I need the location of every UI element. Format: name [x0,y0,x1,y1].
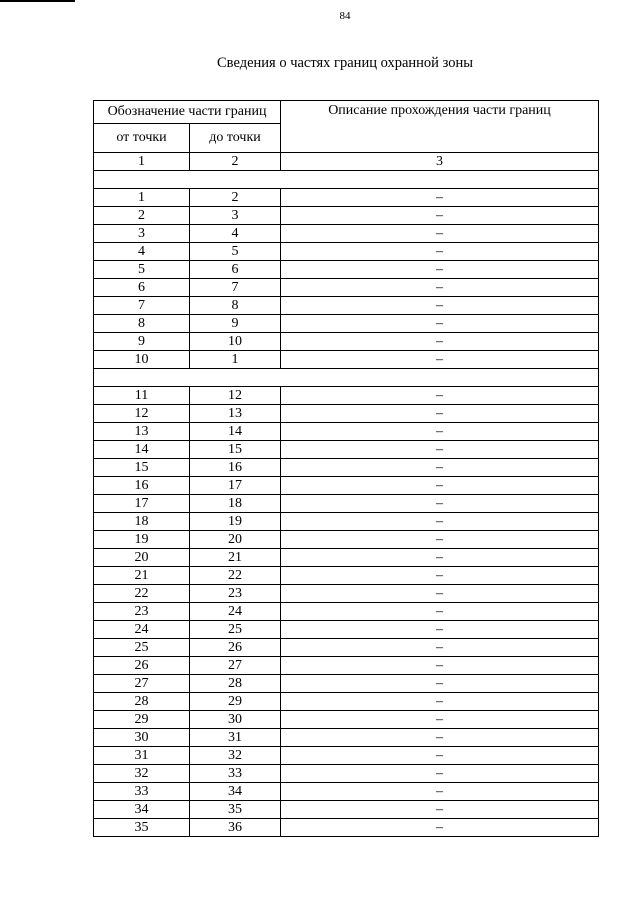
cell-from: 2 [94,207,190,225]
cell-from: 20 [94,549,190,567]
cell-from: 21 [94,567,190,585]
cell-desc: – [281,423,599,441]
cell-from: 33 [94,783,190,801]
table-row [94,459,599,477]
table-row [94,567,599,585]
cell-from: 15 [94,459,190,477]
cell-from: 5 [94,261,190,279]
header-from-point: от точки [94,124,190,153]
cell-to: 21 [190,549,281,567]
cell-from: 18 [94,513,190,531]
table-row [94,225,599,243]
table-row [94,513,599,531]
cell-desc: – [281,225,599,243]
table-row [94,189,599,207]
cell-from: 19 [94,531,190,549]
cell-from: 29 [94,711,190,729]
table-row [94,747,599,765]
column-number-2: 2 [190,153,281,171]
cell-from: 17 [94,495,190,513]
cell-from: 10 [94,351,190,369]
table-row [94,495,599,513]
cell-desc: – [281,801,599,819]
cell-to: 9 [190,315,281,333]
cell-from: 16 [94,477,190,495]
cell-to: 14 [190,423,281,441]
cell-to: 13 [190,405,281,423]
cell-desc: – [281,387,599,405]
table-row [94,801,599,819]
table-row [94,657,599,675]
cell-to: 5 [190,243,281,261]
cell-to: 30 [190,711,281,729]
cell-to: 31 [190,729,281,747]
cell-from: 1 [94,189,190,207]
cell-desc: – [281,189,599,207]
cell-to: 3 [190,207,281,225]
cell-to: 7 [190,279,281,297]
cell-desc: – [281,729,599,747]
cell-to: 26 [190,639,281,657]
cell-desc: – [281,747,599,765]
cell-desc: – [281,549,599,567]
cell-from: 24 [94,621,190,639]
table-row [94,297,599,315]
cell-to: 19 [190,513,281,531]
section-separator-row [94,369,599,387]
corner-rule [0,0,75,2]
cell-to: 20 [190,531,281,549]
cell-to: 32 [190,747,281,765]
table-row [94,477,599,495]
cell-desc: – [281,351,599,369]
table-row [94,423,599,441]
cell-to: 17 [190,477,281,495]
cell-to: 2 [190,189,281,207]
cell-from: 28 [94,693,190,711]
cell-to: 8 [190,297,281,315]
column-number-3: 3 [281,153,599,171]
cell-desc: – [281,711,599,729]
cell-desc: – [281,675,599,693]
cell-from: 11 [94,387,190,405]
table-row [94,441,599,459]
cell-desc: – [281,783,599,801]
cell-from: 30 [94,729,190,747]
cell-desc: – [281,477,599,495]
section-separator-cell [94,369,599,387]
cell-from: 26 [94,657,190,675]
cell-desc: – [281,819,599,837]
table-row [94,549,599,567]
table-row [94,765,599,783]
column-number-1: 1 [94,153,190,171]
cell-desc: – [281,333,599,351]
page-title: Сведения о частях границ охранной зоны [217,55,473,71]
cell-to: 15 [190,441,281,459]
cell-desc: – [281,279,599,297]
cell-desc: – [281,297,599,315]
table-row [94,531,599,549]
cell-to: 12 [190,387,281,405]
cell-from: 7 [94,297,190,315]
table-row [94,243,599,261]
cell-to: 6 [190,261,281,279]
table-row [94,603,599,621]
cell-from: 4 [94,243,190,261]
boundary-parts-table [93,100,599,837]
cell-from: 35 [94,819,190,837]
table-body [94,153,599,837]
table-row [94,207,599,225]
cell-desc: – [281,207,599,225]
cell-desc: – [281,405,599,423]
cell-desc: – [281,603,599,621]
cell-desc: – [281,639,599,657]
cell-from: 27 [94,675,190,693]
cell-to: 35 [190,801,281,819]
cell-from: 14 [94,441,190,459]
cell-to: 4 [190,225,281,243]
cell-to: 16 [190,459,281,477]
section-separator-cell [94,171,599,189]
cell-to: 10 [190,333,281,351]
table-row [94,585,599,603]
section-separator-row [94,171,599,189]
cell-from: 13 [94,423,190,441]
table-row [94,711,599,729]
cell-from: 32 [94,765,190,783]
header-boundary-designation: Обозначение части границ [94,101,281,124]
cell-from: 31 [94,747,190,765]
page-number: 84 [339,10,351,22]
table-row [94,819,599,837]
cell-desc: – [281,585,599,603]
cell-to: 36 [190,819,281,837]
cell-to: 27 [190,657,281,675]
cell-desc: – [281,261,599,279]
cell-desc: – [281,315,599,333]
cell-from: 22 [94,585,190,603]
table-row [94,675,599,693]
table-row [94,639,599,657]
table-row [94,729,599,747]
table-row [94,783,599,801]
table-row [94,621,599,639]
cell-from: 9 [94,333,190,351]
table-row [94,693,599,711]
cell-desc: – [281,495,599,513]
cell-desc: – [281,531,599,549]
cell-desc: – [281,765,599,783]
cell-from: 6 [94,279,190,297]
cell-from: 34 [94,801,190,819]
header-to-point: до точки [190,124,281,153]
cell-to: 1 [190,351,281,369]
cell-to: 23 [190,585,281,603]
cell-desc: – [281,693,599,711]
cell-to: 28 [190,675,281,693]
cell-to: 29 [190,693,281,711]
cell-from: 23 [94,603,190,621]
table-row [94,279,599,297]
cell-to: 24 [190,603,281,621]
header-boundary-description: Описание прохождения части границ [281,101,599,153]
cell-from: 3 [94,225,190,243]
table-row [94,333,599,351]
cell-desc: – [281,567,599,585]
cell-to: 18 [190,495,281,513]
cell-desc: – [281,459,599,477]
cell-from: 8 [94,315,190,333]
cell-desc: – [281,621,599,639]
cell-to: 33 [190,765,281,783]
cell-from: 25 [94,639,190,657]
table-row [94,351,599,369]
cell-desc: – [281,441,599,459]
cell-desc: – [281,657,599,675]
table-row [94,387,599,405]
table-row [94,261,599,279]
cell-desc: – [281,513,599,531]
cell-from: 12 [94,405,190,423]
table-row [94,315,599,333]
cell-to: 25 [190,621,281,639]
cell-to: 22 [190,567,281,585]
cell-desc: – [281,243,599,261]
cell-to: 34 [190,783,281,801]
table-row [94,405,599,423]
